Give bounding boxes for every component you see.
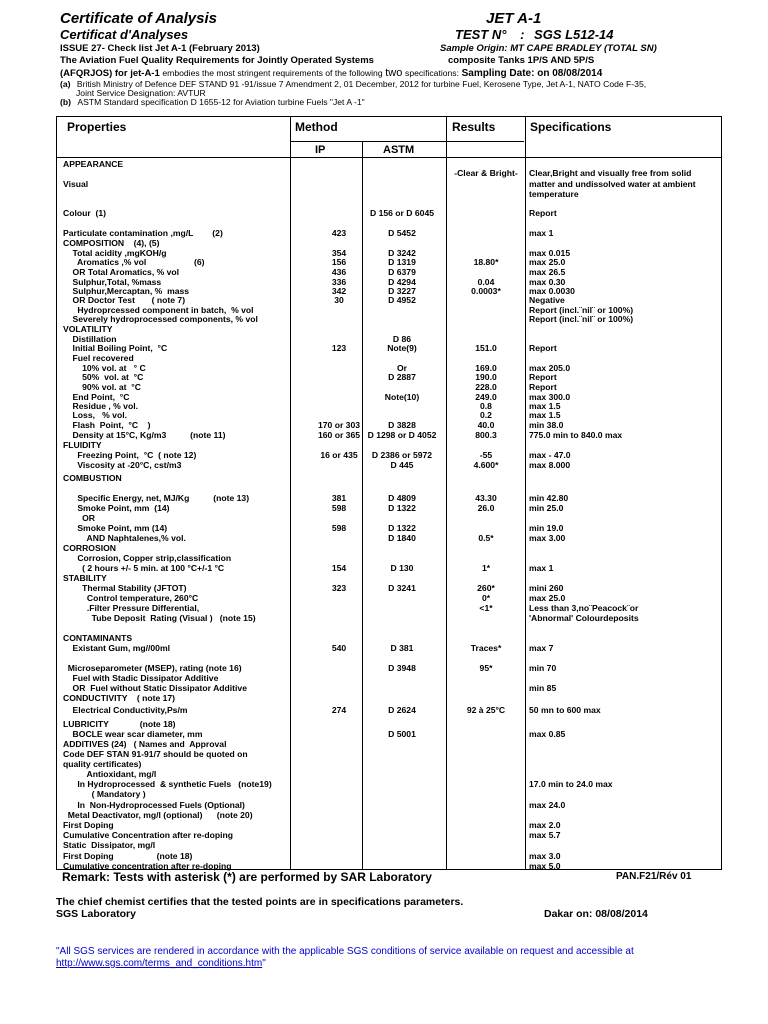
astm-cell: D 3828 [388, 420, 416, 430]
astm-cell: D 6379 [388, 267, 416, 277]
title-fr: Certificat d'Analyses [60, 27, 189, 42]
ip-cell: 342 [331, 286, 347, 296]
result-cell: -55 [479, 450, 493, 460]
analysis-table [56, 116, 722, 870]
spec-cell: Report (incl.¨nil¨ or 100%) [529, 314, 634, 324]
result-cell: 228.0 [475, 382, 497, 392]
result-cell: 260* [477, 583, 495, 593]
spec-cell: min 38.0 [529, 420, 564, 430]
property-cell: 10% vol. at ° C [63, 363, 146, 373]
spec-cell: max 5.7 [529, 830, 561, 840]
spec-cell: max 1.5 [529, 410, 561, 420]
result-cell: Traces* [470, 643, 502, 653]
astm-cell: D 1322 [388, 503, 416, 513]
property-cell: Fuel with Stadic Dissipator Additive [63, 673, 219, 683]
sample-origin: Sample Origin: MT CAPE BRADLEY (TOTAL SN) [440, 43, 657, 54]
disclaimer: "All SGS services are rendered in accordance with the applicable SGS conditions of service available on request and accessible at [56, 946, 634, 957]
property-cell: Sulphur,Mercaptan, % mass [63, 286, 190, 296]
result-cell: 43.30 [475, 493, 497, 503]
spec-cell: max 0.30 [529, 277, 566, 287]
spec-cell: temperature [529, 189, 579, 199]
result-cell: 151.0 [475, 343, 497, 353]
spec-cell: max - 47.0 [529, 450, 571, 460]
column-divider [446, 117, 447, 869]
property-cell: First Doping [63, 820, 114, 830]
astm-cell: D 4809 [388, 493, 416, 503]
lab-name: SGS Laboratory [56, 908, 136, 920]
property-cell: Sulphur,Total, %mass [63, 277, 162, 287]
header-properties: Properties [67, 120, 127, 134]
spec-cell: mini 260 [529, 583, 564, 593]
property-cell: Cumulative Concentration after re-doping [63, 830, 233, 840]
property-cell: Aromatics ,% vol (6) [63, 257, 205, 267]
result-cell: <1* [479, 603, 493, 613]
spec-cell: Report [529, 343, 557, 353]
ip-cell: 354 [331, 248, 347, 258]
spec-cell: max 1 [529, 563, 554, 573]
ip-cell: 436 [331, 267, 347, 277]
spec-cell: min 19.0 [529, 523, 564, 533]
property-cell: Fuel recovered [63, 353, 134, 363]
astm-cell: D 2887 [388, 372, 416, 382]
test-label: TEST N° [455, 27, 507, 42]
spec-cell: max 8.000 [529, 460, 571, 470]
result-cell: -Clear & Bright- [454, 168, 518, 178]
property-cell: Initial Boiling Point, °C [63, 343, 168, 353]
result-cell: 4.600* [473, 460, 499, 470]
astm-cell: D 3948 [388, 663, 416, 673]
header-specifications: Specifications [530, 120, 612, 134]
afqrjos-bold: (AFQRJOS) for jet-A-1 [60, 68, 160, 79]
ip-cell: 160 or 365 [317, 430, 361, 440]
afqrjos-title: The Aviation Fuel Quality Requirements for Jointly Operated Systems [60, 55, 374, 66]
header-method: Method [295, 120, 338, 134]
astm-cell: D 2624 [388, 705, 416, 715]
astm-cell: D 1298 or D 4052 [367, 430, 437, 440]
spec-cell: max 300.0 [529, 392, 571, 402]
terms-link[interactable]: http://www.sgs.com/terms_and_conditions.htm [56, 958, 263, 969]
ip-cell: 123 [331, 343, 347, 353]
sampling-date: Sampling Date: on 08/08/2014 [461, 68, 603, 79]
result-cell: 800.3 [475, 430, 497, 440]
property-cell: Specific Energy, net, MJ/Kg (note 13) [63, 493, 250, 503]
specs-word: specifications: [405, 68, 459, 78]
property-cell: Residue , % vol. [63, 401, 138, 411]
property-cell: Particulate contamination ,mg/L (2) [63, 228, 223, 238]
property-cell: Total acidity ,mgKOH/g [63, 248, 167, 258]
property-cell: Hydroprcessed component in batch, % vol [63, 305, 254, 315]
ip-cell: 598 [331, 503, 347, 513]
header-ip: IP [315, 144, 326, 156]
astm-cell: D 3242 [388, 248, 416, 258]
spec-cell: Report [529, 382, 557, 392]
property-cell: ADDITIVES (24) ( Names and Approval [63, 739, 227, 749]
property-cell: End Point, °C [63, 392, 130, 402]
property-cell: Cumulative concentration after re-doping [63, 861, 232, 871]
ip-cell: 156 [331, 257, 347, 267]
spec-cell: min 70 [529, 663, 557, 673]
spec-cell: Clear,Bright and visually free from solid [529, 168, 692, 178]
astm-cell: D 4294 [388, 277, 416, 287]
spec-cell: max 1 [529, 228, 554, 238]
result-cell: 0.5* [478, 533, 494, 543]
two-word: two [385, 67, 403, 79]
astm-cell: Note(9) [387, 343, 417, 353]
spec-cell: max 26.5 [529, 267, 566, 277]
result-cell: 249.0 [475, 392, 497, 402]
disclaimer-tail: " [262, 958, 266, 969]
afqrjos-rest: embodies the most stringent requirements of the following [162, 68, 383, 78]
ip-cell: 336 [331, 277, 347, 287]
property-cell: Loss, % vol. [63, 410, 127, 420]
spec-cell: 17.0 min to 24.0 max [529, 779, 613, 789]
spec-cell: max 2.0 [529, 820, 561, 830]
property-cell: Smoke Point, mm (14) [63, 523, 168, 533]
result-cell: 1* [481, 563, 491, 573]
spec-cell: min 85 [529, 683, 557, 693]
ip-cell: 30 [334, 295, 344, 305]
disclaimer-link-line [56, 958, 266, 969]
spec-cell: 775.0 min to 840.0 max [529, 430, 623, 440]
spec-cell: max 3.0 [529, 851, 561, 861]
property-cell: Existant Gum, mg//00ml [63, 643, 170, 653]
note-b [60, 97, 365, 107]
property-cell: Corrosion, Copper strip,classification [63, 553, 232, 563]
spec-cell: max 0.015 [529, 248, 571, 258]
astm-cell: Or [396, 363, 408, 373]
ip-cell: 323 [331, 583, 347, 593]
result-cell: 0.04 [477, 277, 495, 287]
result-cell: 95* [479, 663, 493, 673]
property-cell: CORROSION [63, 543, 116, 553]
note-b-text: ASTM Standard specification D 1655-12 for Aviation turbine Fuels "Jet A -1" [77, 97, 365, 107]
result-cell: 0.2 [480, 410, 492, 420]
result-cell: 26.0 [477, 503, 495, 513]
result-cell: 18.80* [473, 257, 499, 267]
property-cell: BOCLE wear scar diameter, mm [63, 729, 203, 739]
spec-cell: max 3.00 [529, 533, 566, 543]
column-divider [525, 117, 526, 869]
spec-cell: matter and undissolved water at ambient [529, 179, 696, 189]
property-cell: First Doping (note 18) [63, 851, 193, 861]
note-b-label: (b) [60, 97, 71, 107]
property-cell: Electrical Conductivity,Ps/m [63, 705, 188, 715]
note-a-text: British Ministry of Defence DEF STAND 91 -91/issue 7 Amendment 2, 01 December, 2012 for turbine Fuel, Kerosene Type, Jet A-1, NATO Code F-35, [76, 79, 647, 89]
test-number-label [455, 27, 614, 42]
ip-cell: 540 [331, 643, 347, 653]
astm-cell: D 1840 [388, 533, 416, 543]
test-number: SGS L512-14 [534, 27, 614, 42]
ip-cell: 170 or 303 [317, 420, 361, 430]
spec-cell: 'Abnormal' Colourdeposits [529, 613, 639, 623]
property-cell: Flash Point, °C ) [63, 420, 151, 430]
property-cell: Colour (1) [63, 208, 106, 218]
property-cell: LUBRICITY (note 18) [63, 719, 176, 729]
ip-cell: 423 [331, 228, 347, 238]
spec-cell: max 24.0 [529, 800, 566, 810]
remark: Remark: Tests with asterisk (*) are performed by SAR Laboratory [62, 870, 432, 884]
spec-cell: Less than 3,no¨Peacock¨or [529, 603, 639, 613]
result-cell: 0* [481, 593, 491, 603]
composite-tanks: composite Tanks 1P/S AND 5P/S [448, 55, 595, 66]
result-cell: 190.0 [475, 372, 497, 382]
test-separator: : [520, 27, 525, 42]
ip-cell: 598 [331, 523, 347, 533]
astm-cell: D 3241 [388, 583, 416, 593]
document-ref: PAN.F21/Rév 01 [616, 871, 692, 882]
property-cell: FLUIDITY [63, 440, 102, 450]
afqrjos-line [60, 67, 602, 79]
spec-cell: Report [529, 372, 557, 382]
result-cell: 0.0003* [471, 286, 501, 296]
property-cell: Severely hydroprocessed components, % vol [63, 314, 258, 324]
property-cell: ( Mandatory ) [63, 789, 146, 799]
astm-cell: D 2386 or 5972 [371, 450, 433, 460]
property-cell: In Non-Hydroprocessed Fuels (Optional) [63, 800, 245, 810]
astm-cell: D 1319 [388, 257, 416, 267]
astm-cell: D 381 [390, 643, 414, 653]
result-cell: 40.0 [477, 420, 495, 430]
spec-cell: max 25.0 [529, 257, 566, 267]
product-name: JET A-1 [486, 10, 542, 27]
certification-statement: The chief chemist certifies that the tested points are in specifications parameters. [56, 896, 464, 908]
astm-cell: D 5452 [388, 228, 416, 238]
spec-cell: Negative [529, 295, 565, 305]
spec-cell: max 5.0 [529, 861, 561, 871]
spec-cell: max 0.85 [529, 729, 566, 739]
property-cell: VOLATILITY [63, 324, 113, 334]
property-cell: OR Doctor Test ( note 7) [63, 295, 186, 305]
astm-cell: D 3227 [388, 286, 416, 296]
property-cell: CONTAMINANTS [63, 633, 133, 643]
result-cell: 92 à 25°C [466, 705, 506, 715]
astm-cell: D 5001 [388, 729, 416, 739]
spec-cell: 50 mn to 600 max [529, 705, 601, 715]
property-cell: Static Dissipator, mg/l [63, 840, 156, 850]
property-cell: OR [63, 513, 95, 523]
property-cell: Density at 15°C, Kg/m3 (note 11) [63, 430, 226, 440]
property-cell: Antioxidant, mg/l [63, 769, 157, 779]
spec-cell: min 25.0 [529, 503, 564, 513]
spec-cell: max 0.0030 [529, 286, 575, 296]
property-cell: Microseparometer (MSEP), rating (note 16) [63, 663, 242, 673]
property-cell: .Filter Pressure Differential, [63, 603, 200, 613]
property-cell: Code DEF STAN 91-91/7 should be quoted on [63, 749, 248, 759]
spec-cell: Report (incl.¨nil¨ or 100%) [529, 305, 634, 315]
astm-cell: D 1322 [388, 523, 416, 533]
astm-cell: D 4952 [388, 295, 416, 305]
column-divider [290, 117, 291, 869]
header-astm: ASTM [383, 144, 415, 156]
title-en: Certificate of Analysis [60, 10, 217, 27]
property-cell: OR Fuel without Static Dissipator Additive [63, 683, 247, 693]
property-cell: Viscosity at -20°C, cst/m3 [63, 460, 182, 470]
property-cell: Distillation [63, 334, 117, 344]
property-cell: In Hydroprocessed & synthetic Fuels (note19) [63, 779, 272, 789]
method-subheader-line [290, 141, 524, 142]
property-cell: AND Naphtalenes,% vol. [63, 533, 186, 543]
property-cell: quality certificates) [63, 759, 142, 769]
property-cell: APPEARANCE [63, 159, 124, 169]
property-cell: Freezing Point, °C ( note 12) [63, 450, 197, 460]
astm-cell: D 130 [390, 563, 414, 573]
property-cell: Smoke Point, mm (14) [63, 503, 170, 513]
property-cell: Thermal Stability (JFTOT) [63, 583, 187, 593]
spec-cell: Report [529, 208, 557, 218]
spec-cell: max 1.5 [529, 401, 561, 411]
astm-cell: D 86 [392, 334, 412, 344]
astm-cell: D 445 [390, 460, 414, 470]
note-a-continued: Joint Service Designation: AVTUR [76, 88, 206, 98]
issue-line: ISSUE 27- Check list Jet A-1 (February 2013) [60, 43, 260, 54]
header-results: Results [452, 120, 496, 134]
property-cell: Metal Deactivator, mg/l (optional) (note 20) [63, 810, 253, 820]
property-cell: OR Total Aromatics, % vol [63, 267, 180, 277]
spec-cell: max 25.0 [529, 593, 566, 603]
property-cell: 50% vol. at °C [63, 372, 144, 382]
ip-cell: 16 or 435 [320, 450, 358, 460]
property-cell: COMBUSTION [63, 473, 122, 483]
result-cell: 0.8 [480, 401, 492, 411]
spec-cell: min 42.80 [529, 493, 569, 503]
astm-cell: D 156 or D 6045 [369, 208, 434, 218]
spec-cell: max 205.0 [529, 363, 571, 373]
ip-cell: 381 [331, 493, 347, 503]
property-cell: COMPOSITION (4), (5) [63, 238, 160, 248]
property-cell: CONDUCTIVITY ( note 17) [63, 693, 176, 703]
property-cell: ( 2 hours +/- 5 min. at 100 °C+/-1 °C [63, 563, 225, 573]
property-cell: 90% vol. at °C [63, 382, 141, 392]
place-date: Dakar on: 08/08/2014 [544, 908, 648, 920]
property-cell: Tube Deposit Rating (Visual ) (note 15) [63, 613, 256, 623]
ip-cell: 274 [331, 705, 347, 715]
spec-cell: max 7 [529, 643, 554, 653]
header-bottom-line [57, 157, 721, 158]
astm-cell: Note(10) [384, 392, 420, 402]
property-cell: Visual [63, 179, 89, 189]
note-a-label: (a) [60, 79, 71, 89]
result-cell: 169.0 [475, 363, 497, 373]
property-cell: Control temperature, 260°C [63, 593, 199, 603]
ip-cell: 154 [331, 563, 347, 573]
property-cell: STABILITY [63, 573, 107, 583]
